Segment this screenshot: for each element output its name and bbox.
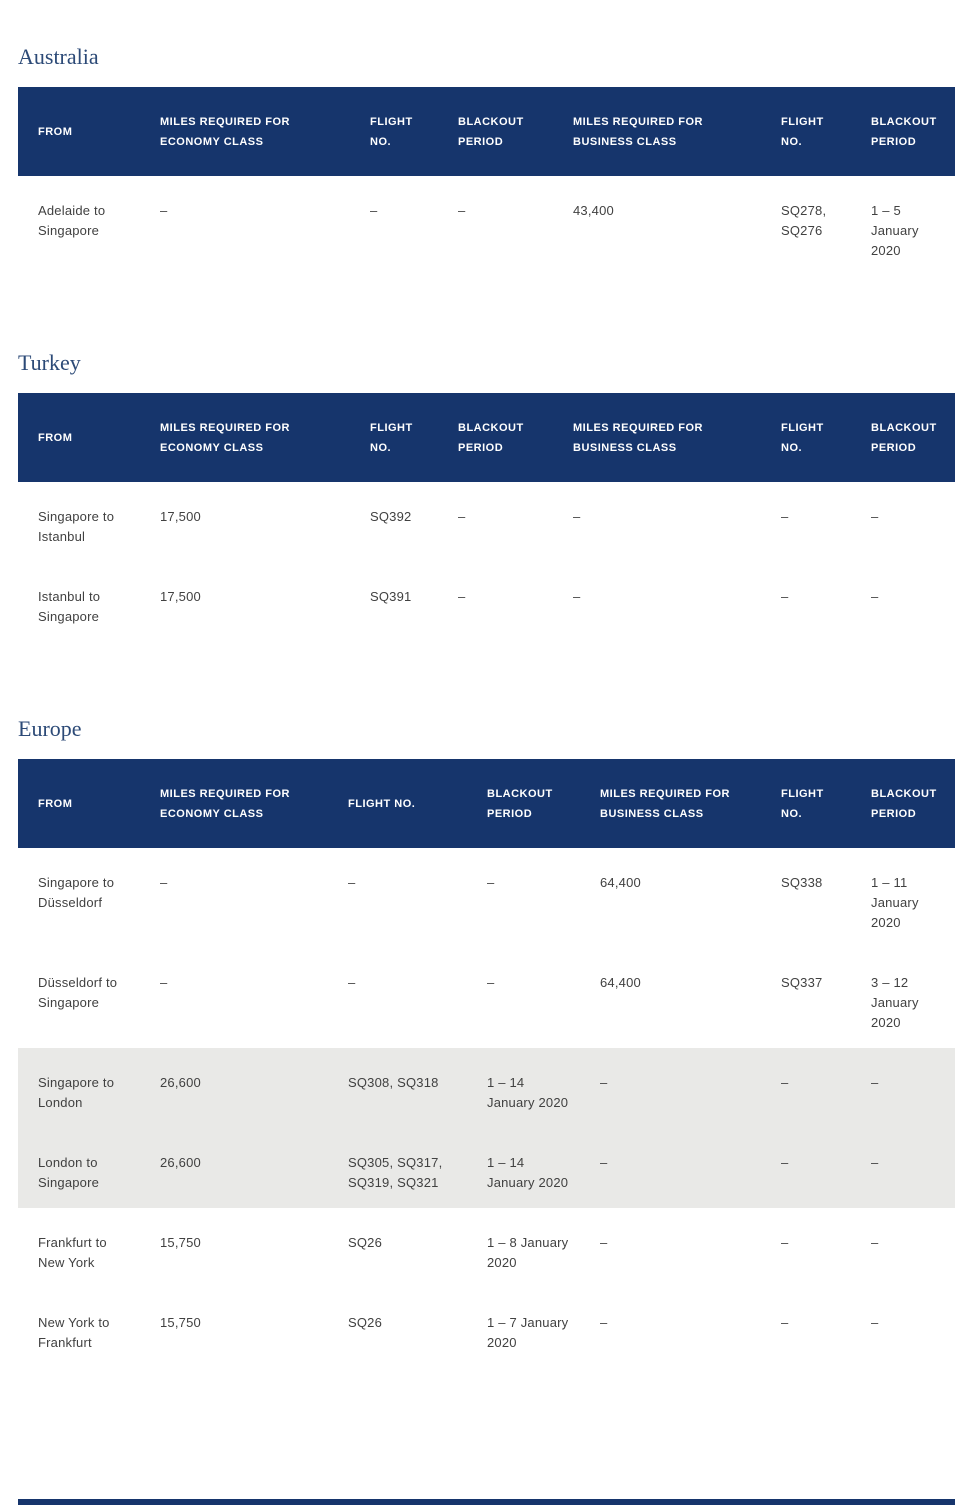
header-row (18, 759, 955, 848)
table-cell: 26,600 (140, 1048, 328, 1128)
table-row (18, 948, 955, 1048)
header-row (18, 87, 955, 176)
column-header: FROM (18, 759, 140, 848)
table-cell: SQ278, SQ276 (761, 176, 851, 276)
table-cell: SQ392 (350, 482, 438, 562)
table-cell: – (851, 562, 955, 642)
table-row (18, 482, 955, 562)
table-cell: 43,400 (553, 176, 761, 276)
table-cell: SQ305, SQ317, SQ319, SQ321 (328, 1128, 467, 1208)
column-header: FLIGHT NO. (761, 393, 851, 482)
table-cell: – (580, 1288, 761, 1368)
table-cell: SQ338 (761, 848, 851, 948)
column-header: MILES REQUIRED FOR BUSINESS CLASS (553, 87, 761, 176)
table-cell: – (580, 1048, 761, 1128)
column-header: BLACKOUT PERIOD (438, 393, 553, 482)
table-cell: SQ308, SQ318 (328, 1048, 467, 1128)
column-header: BLACKOUT PERIOD (851, 393, 955, 482)
table-cell: 1 – 14 January 2020 (467, 1048, 580, 1128)
section-title-turkey: Turkey (18, 350, 81, 375)
table-cell: London to Singapore (18, 1128, 140, 1208)
table-cell: 3 – 12 January 2020 (851, 948, 955, 1048)
section-europe (18, 716, 955, 1368)
column-header: FLIGHT NO. (761, 87, 851, 176)
column-header: MILES REQUIRED FOR ECONOMY CLASS (140, 87, 350, 176)
column-header: BLACKOUT PERIOD (438, 87, 553, 176)
section-turkey (18, 350, 955, 642)
table-cell: New York to Frankfurt (18, 1288, 140, 1368)
table-cell: – (328, 948, 467, 1048)
award-charts-page (18, 44, 955, 1368)
table-row (18, 1128, 955, 1208)
table-cell: 1 – 8 January 2020 (467, 1208, 580, 1288)
table-cell: 17,500 (140, 562, 350, 642)
column-header: MILES REQUIRED FOR BUSINESS CLASS (580, 759, 761, 848)
table-cell: Frankfurt to New York (18, 1208, 140, 1288)
award-table-australia (18, 87, 955, 276)
table-cell: 64,400 (580, 848, 761, 948)
column-header: MILES REQUIRED FOR BUSINESS CLASS (553, 393, 761, 482)
header-row (18, 393, 955, 482)
table-cell: – (761, 1048, 851, 1128)
table-cell: 1 – 7 January 2020 (467, 1288, 580, 1368)
table-cell: SQ337 (761, 948, 851, 1048)
table-row (18, 1208, 955, 1288)
table-cell: 17,500 (140, 482, 350, 562)
column-header: BLACKOUT PERIOD (851, 759, 955, 848)
table-cell: – (140, 948, 328, 1048)
table-cell: – (761, 1288, 851, 1368)
column-header: FLIGHT NO. (328, 759, 467, 848)
table-cell: – (553, 482, 761, 562)
section-title-europe: Europe (18, 716, 82, 741)
table-cell: – (438, 176, 553, 276)
column-header: FLIGHT NO. (350, 87, 438, 176)
table-row (18, 176, 955, 276)
table-cell: SQ391 (350, 562, 438, 642)
table-cell: – (851, 1208, 955, 1288)
table-row (18, 1288, 955, 1368)
column-header: MILES REQUIRED FOR ECONOMY CLASS (140, 393, 350, 482)
table-cell: Adelaide to Singapore (18, 176, 140, 276)
column-header: FLIGHT NO. (761, 759, 851, 848)
table-row (18, 562, 955, 642)
table-cell: SQ26 (328, 1208, 467, 1288)
next-table-header-edge (18, 1499, 955, 1505)
section-title-australia: Australia (18, 44, 99, 69)
table-cell: SQ26 (328, 1288, 467, 1368)
table-cell: Istanbul to Singapore (18, 562, 140, 642)
table-cell: – (761, 1208, 851, 1288)
column-header: BLACKOUT PERIOD (467, 759, 580, 848)
section-australia (18, 44, 955, 276)
table-cell: – (761, 562, 851, 642)
table-cell: 1 – 14 January 2020 (467, 1128, 580, 1208)
table-cell: 15,750 (140, 1208, 328, 1288)
column-header: FLIGHT NO. (350, 393, 438, 482)
table-cell: – (553, 562, 761, 642)
table-cell: – (580, 1208, 761, 1288)
award-table-turkey (18, 393, 955, 642)
column-header: FROM (18, 393, 140, 482)
award-table-europe (18, 759, 955, 1368)
table-cell: – (761, 482, 851, 562)
table-cell: 1 – 11 January 2020 (851, 848, 955, 948)
table-cell: – (851, 1128, 955, 1208)
table-cell: 26,600 (140, 1128, 328, 1208)
table-cell: Singapore to Istanbul (18, 482, 140, 562)
table-cell: – (851, 1288, 955, 1368)
table-cell: – (140, 176, 350, 276)
table-cell: 1 – 5 January 2020 (851, 176, 955, 276)
column-header: FROM (18, 87, 140, 176)
table-cell: – (438, 482, 553, 562)
table-cell: – (140, 848, 328, 948)
table-cell: – (438, 562, 553, 642)
table-cell: – (761, 1128, 851, 1208)
column-header: BLACKOUT PERIOD (851, 87, 955, 176)
table-cell: Singapore to Düsseldorf (18, 848, 140, 948)
table-cell: Düsseldorf to Singapore (18, 948, 140, 1048)
table-row (18, 848, 955, 948)
table-cell: – (328, 848, 467, 948)
column-header: MILES REQUIRED FOR ECONOMY CLASS (140, 759, 328, 848)
table-cell: 15,750 (140, 1288, 328, 1368)
table-cell: 64,400 (580, 948, 761, 1048)
table-cell: Singapore to London (18, 1048, 140, 1128)
table-row (18, 1048, 955, 1128)
table-cell: – (580, 1128, 761, 1208)
table-cell: – (467, 848, 580, 948)
table-cell: – (851, 1048, 955, 1128)
table-cell: – (851, 482, 955, 562)
table-cell: – (350, 176, 438, 276)
table-cell: – (467, 948, 580, 1048)
